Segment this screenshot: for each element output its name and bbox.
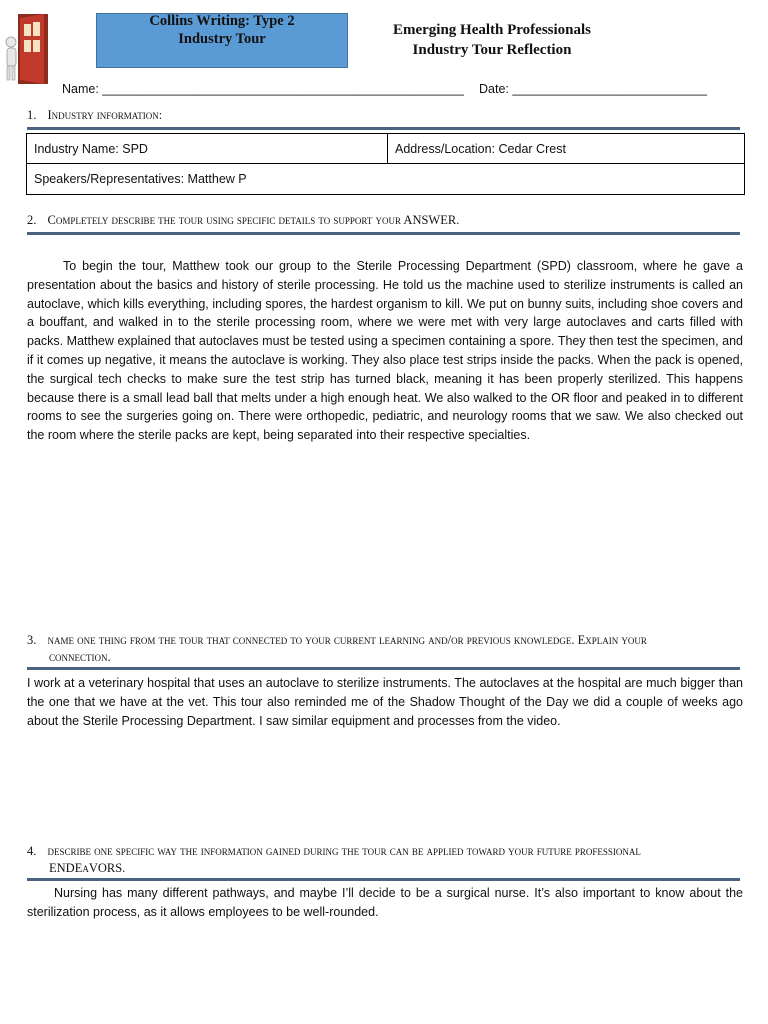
- section2-title: Completely describe the tour using specific details to support your ANSWER.: [47, 213, 460, 227]
- title-line2: Industry Tour Reflection: [412, 42, 572, 58]
- address-cell[interactable]: Address/Location: Cedar Crest: [388, 134, 745, 164]
- section4-heading: [27, 843, 740, 877]
- section4-number: 4.: [27, 844, 37, 858]
- header-box-line1: Collins Writing: Type 2: [149, 13, 295, 29]
- section1-number: 1.: [27, 108, 37, 122]
- section3-title-line2: connection.: [49, 650, 111, 664]
- section3-rule: [27, 667, 740, 670]
- title-line1: Emerging Health Professionals: [392, 22, 592, 38]
- name-field[interactable]: Name: ____________________________________________________: [62, 82, 464, 96]
- section3-answer[interactable]: I work at a veterinary hospital that uses an autoclave to sterilize instruments. The autoclaves at the hospital are much bigger than the one that we have at the vet. This tour also reminded me of the Shadow Thought of the Day we did a couple of weeks ago about the Sterile Processing Department. I saw similar equipment and processes from the video.: [27, 676, 743, 728]
- section2-answer[interactable]: To begin the tour, Matthew took our group to the Sterile Processing Department (SPD) classroom, where he gave a presentation about the basics and history of sterile processing. He told us the machine used to sterilize instruments is called an autoclave, which kills everything, including spores, the hardest organism to kill. We put on bunny suits, including shoe covers and a bouffant, and walked in to the sterile processing room, where we were met with very large autoclaves and carts filled with packs. Matthew explained that autoclaves must be tested using a specimen containing a spore. They then test the specimen, and if it comes up negative, it means the autoclave is working. They also place test strips inside the packs. When the pack is opened, the surgical tech checks to make sure the test strip has turned black, meaning it has been properly sterilized. This happens because there is a small lead ball that melts under a high enough heat. We also walked to the OR floor and peaked in to different rooms to see the surgeries going on. There were orthopedic, pediatric, and neurology rooms that we saw. We also checked out the room where the sterile packs are kept, being separated into their respective specialties.: [27, 259, 743, 443]
- door-person-icon: [4, 12, 52, 88]
- section4-answer[interactable]: Nursing has many different pathways, and maybe I’ll decide to be a surgical nurse. It’s also important to know about the sterilization process, as it allows employees to be well-rounded.: [27, 886, 743, 919]
- industry-info-table: [26, 133, 745, 195]
- section3-number: 3.: [27, 633, 37, 647]
- section4-title-line1: describe one specific way the information gained during the tour can be applied toward your future professional: [47, 844, 641, 858]
- section1-rule: [27, 127, 740, 130]
- section2-rule: [27, 232, 740, 235]
- section2-number: 2.: [27, 213, 37, 227]
- header-box-line2: Industry Tour: [178, 31, 266, 47]
- page-title: [360, 20, 624, 60]
- date-field[interactable]: Date: ____________________________: [479, 82, 708, 96]
- section3-title-line1: name one thing from the tour that connected to your current learning and/or previous knowledge. Explain your: [47, 633, 647, 647]
- section1-title: Industry information:: [47, 108, 163, 122]
- speakers-cell[interactable]: Speakers/Representatives: Matthew P: [27, 164, 745, 195]
- header-type-box: [96, 13, 348, 68]
- section3-heading: [27, 632, 740, 666]
- section2-heading: [27, 213, 459, 228]
- section4-rule: [27, 878, 740, 881]
- industry-name-cell[interactable]: Industry Name: SPD: [27, 134, 388, 164]
- section1-heading: [27, 108, 162, 123]
- section4-title-line2: ENDEaVORS.: [49, 861, 126, 875]
